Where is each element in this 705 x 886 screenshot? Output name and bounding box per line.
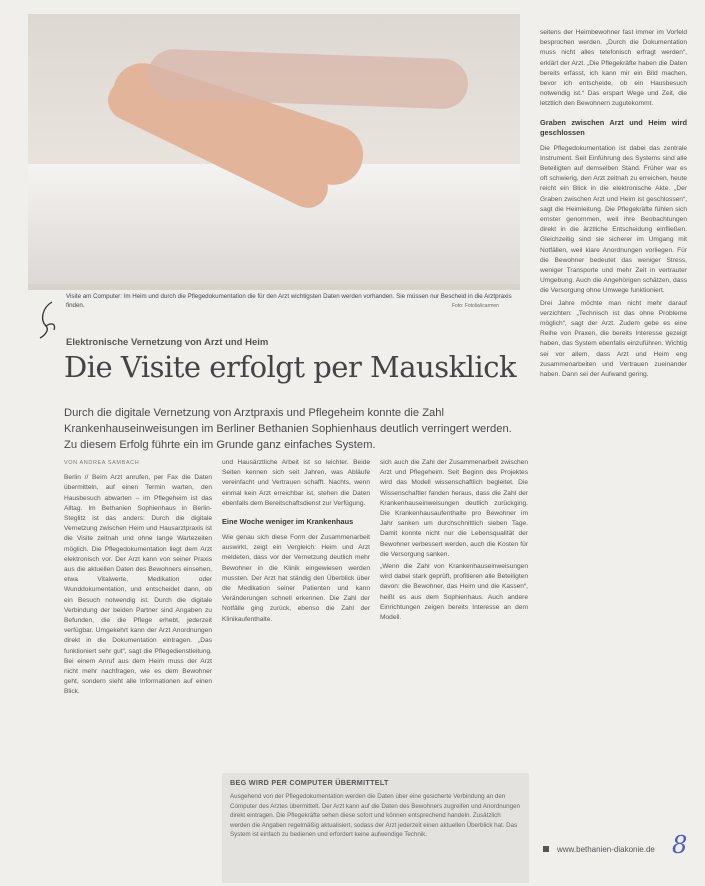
- paragraph: seitens der Heimbewohner fast immer im Vorfeld besprochen werden. „Durch die Dokumentation muss nicht alles telefonisch erfragt werden“, erklärt der Arzt. „Die Pflegekräfte haben die Daten bereits erfasst, ich kann mir ein Bild machen, bevor ich entscheide, ob ein Hausbesuch notwendig ist.“ Das erspart Wege und Zeit, die letztlich den Bewohnern zugutekommt.: [540, 29, 687, 108]
- photo-caption: Visite am Computer: Im Heim und durch die Pflegedokumentation die für den Arzt wichtigsten Daten werden vorhanden. Sie müssen nur Bescheid in die Arztpraxis finden.: [66, 293, 512, 309]
- article-headline: Die Visite erfolgt per Mausklick: [64, 350, 517, 384]
- square-bullet-icon: [543, 846, 549, 852]
- page-number: 8: [672, 831, 688, 859]
- article-column-4: [540, 28, 687, 838]
- paragraph: sich auch die Zahl der Zusammenarbeit zwischen Arzt und Pflegeheim. Seit Beginn des Projektes wird das Modell wissenschaftlich begleitet. Die Wissenschaftler fanden heraus, dass die Zahl der Krankenhauseinweisungen deutlich zurückging. Die Krankenhausaufenthalte pro Bewohner im Jahr sanken um durchschnittlich sieben Tage. Damit konnte nicht nur die Lebensqualität der Bewohner verbessert werden, auch die Kosten für die Versorgung sanken.: [380, 459, 528, 558]
- subheading: Graben zwischen Arzt und Heim wird geschlossen: [540, 117, 687, 137]
- article-column-2: [222, 458, 370, 766]
- paragraph: Die Pflegedokumentation ist dabei das zentrale Instrument. Seit Einführung des Systems sind alle Beteiligten auf demselben Stand. Früher war es oft schwierig, den Arzt zeitnah zu erreichen, heute reicht ein Blick in die elektronische Akte. „Der Graben zwischen Arzt und Heim ist geschlossen“, sagt die Heimleitung. Die Pflegekräfte fühlen sich ernster genommen, weil ihre Beobachtungen direkt in die ärztliche Entscheidung einfließen. Gleichzeitig sind sie sicherer im Umgang mit Notfällen, weil klare Anordnungen vorliegen. Für die Bewohner bedeutet das weniger Stress, weniger Transporte und mehr Zeit in vertrauter Umgebung. Auch die Angehörigen schätzen, dass die Versorgung ohne Umwege funktioniert.: [540, 144, 687, 295]
- article-kicker: Elektronische Vernetzung von Arzt und Heim: [66, 337, 269, 348]
- paragraph: und Hausärztliche Arbeit ist so leichter. Beide Seiten kennen sich seit Jahren, was Abläufe vereinfacht und Vertrauen schafft. Nachts, wenn einmal kein Arzt erreichbar ist, stehen die Daten ebenfalls dem Bereitschaftsdienst zur Verfügung.: [222, 459, 370, 507]
- subheading: Eine Woche weniger im Krankenhaus: [222, 517, 354, 527]
- paragraph: Wie genau sich diese Form der Zusammenarbeit auswirkt, zeigt ein Vergleich: Heim und Arzt meldeten, dass vor der Vernetzung deutlich mehr Bewohner in die Klinik eingewiesen werden mussten. Der Arzt hat ständig den Überblick über die Medikation seiner Patienten und kann Veränderungen schnell erkennen. Die Zahl der Notfälle ging zurück, ebenso die Zahl der Klinikaufenthalte.: [222, 534, 370, 623]
- handwritten-mark: [36, 300, 60, 340]
- photo-credit: Foto: Fotolia/icarmen: [452, 303, 499, 309]
- paragraph: „Wenn die Zahl von Krankenhauseinweisungen wird dabei stark geprüft, profitieren alle Beteiligten davon: die Bewohner, das Heim und die Kassen“, heißt es aus dem Sophienhaus. Auch andere Einrichtungen zeigen bereits Interesse an dem Modell.: [380, 563, 528, 622]
- website-url[interactable]: www.bethanien-diakonie.de: [557, 845, 655, 854]
- info-box: [222, 773, 529, 883]
- article-photo: [28, 14, 520, 290]
- website-footer: [543, 845, 655, 854]
- article-column-1: [64, 458, 212, 883]
- byline: VON ANDREA SAMBACH: [64, 460, 140, 466]
- article-column-3: [380, 458, 528, 766]
- article-lead: Durch die digitale Vernetzung von Arztpraxis und Pflegeheim konnte die Zahl Krankenhauseinweisungen im Berliner Bethanien Sophienhaus deutlich verringert werden. Zu diesem Erfolg führte ein im Grunde ganz einfaches System.: [64, 407, 512, 451]
- info-box-title: BEG WIRD PER COMPUTER ÜBERMITTELT: [230, 778, 389, 787]
- paragraph: Drei Jahre möchte man nicht mehr darauf verzichten: „Technisch ist das ohne Probleme möglich“, sagt der Arzt. Zudem gebe es eine Reihe von Praxen, die bereits Interesse gezeigt haben, das System ebenfalls einzuführen. Wichtig sei vor allem, dass Arzt und Heim eng zusammenarbeiten und Vertrauen zueinander haben. Dann sei der Aufwand gering.: [540, 299, 687, 379]
- info-box-text: Ausgehend von der Pflegedokumentation werden die Daten über eine gesicherte Verbindung an den Computer des Arztes übermittelt. Der Arzt kann auf die Daten des Bewohners zugreifen und Anordnungen direkt eintragen. Die Pflegekräfte sehen diese sofort und können entsprechend handeln. Zusätzlich werden die Angaben regelmäßig aktualisiert, sodass der Arzt jederzeit einen aktuellen Überblick hat. Das System ist einfach zu bedienen und erfordert keine aufwendige Technik.: [230, 793, 520, 838]
- paragraph: Berlin // Beim Arzt anrufen, per Fax die Daten übermitteln, auf einen Termin warten, den Hausbesuch abwarten – im Pflegeheim ist das Alltag. Im Bethanien Sophienhaus in Berlin-Steglitz ist das anders: Durch die digitale Vernetzung zwischen Heim und Hausarztpraxis ist die Visite zeitnah und ohne lange Wartezeiten möglich. Die Pflegedokumentation liegt dem Arzt elektronisch vor. Der Arzt kann von seiner Praxis aus die aktuellen Daten des Bewohners einsehen, etwa Vitalwerte, Medikation oder Wunddokumentation, und entscheidet dann, ob ein Besuch notwendig ist. Durch die digitale Verbindung der beiden Partner sind Angaben zu Befunden, die die Pflege erhebt, jederzeit verfügbar. Umgekehrt kann der Arzt Anordnungen direkt in die Dokumentation eintragen. „Das funktioniert sehr gut“, sagt die Pflegedienstleitung. Bei einem Anruf aus dem Heim muss der Arzt nicht mehr nachfragen, wie es dem Bewohner geht, sondern sieht alle Informationen auf einen Blick.: [64, 474, 212, 696]
